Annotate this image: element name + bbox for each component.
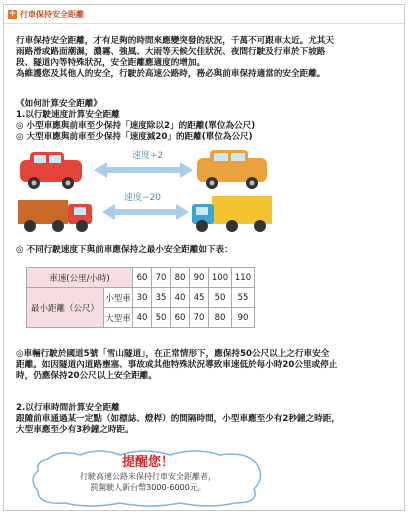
red-truck-icon	[18, 200, 92, 232]
orange-car-icon	[197, 150, 267, 189]
table-row: 車速(公里/小時) 60 70 80 90 100 110	[27, 268, 255, 288]
speed-header: 車速(公里/小時)	[27, 268, 133, 288]
double-arrow-icon	[94, 162, 193, 178]
tunnel-paragraph: ◎車輛行駛於國道5號「雪山隧道」，在正常情形下，應保持50公尺以上之行車安全 距離。如因隧道內道路壅塞、事故或其他特殊狀況導致車速低於每小時20公里或停止 時，仍應保持20公尺以上安全距離。	[16, 349, 338, 381]
intro-line: 段、隧道內等特殊狀況，安全距離應適度的增加。	[16, 58, 206, 68]
table-intro: ◎ 不同行駛速度下與前車應保持之最小安全距離如下表：	[16, 245, 233, 255]
large-car-rule: ◎ 大型車應與前車至少保持「速度減20」的距離(單位為公尺)	[16, 132, 253, 142]
table-row: 最小距離（公尺） 小型車 30 35 40 45 50 55	[27, 288, 255, 308]
intro-line: 雨路滑或路面潮濕，濃霧、強風、大雨等天候欠佳狀況、夜間行駛及行車於下坡路	[16, 47, 326, 57]
speed-half-label: 速度÷2	[132, 151, 164, 161]
content-frame	[3, 4, 405, 511]
speed-minus-label: 速度−20	[124, 193, 161, 203]
speed-method-heading: 1.以行駛速度計算安全距離	[16, 110, 120, 120]
double-arrow-icon	[102, 204, 189, 220]
reminder-text	[30, 455, 266, 493]
intro-line: 行車保持安全距離，才有足夠的時間來應變突發的狀況，千萬不可跟車太近。尤其天	[16, 36, 334, 46]
reminder-title: 提醒您！	[121, 455, 174, 470]
small-car-rule: ◎ 小型車應與前車至少保持「速度除以2」的距離(單位為公尺)	[16, 121, 256, 131]
yellow-truck-icon	[192, 196, 272, 232]
page-title: 行車保持安全距離	[20, 9, 84, 19]
intro-line: 為維護您及其他人的安全，行駛於高速公路時，務必與前車保持適當的安全距離。	[16, 69, 326, 79]
howto-heading: 《如何計算安全距離》	[16, 99, 102, 109]
intro-paragraph	[16, 36, 394, 80]
min-distance-label: 最小距離（公尺）	[27, 288, 104, 328]
time-method-heading: 2.以行車時間計算安全距離	[16, 403, 120, 413]
small-car-label: 小型車	[104, 288, 133, 308]
reminder-line: 罰駕駛人新台幣3000-6000元。	[90, 483, 206, 492]
howto-section	[16, 99, 394, 143]
time-method-section: 2.以行車時間計算安全距離 跟隨前車通過某一定點（如標誌、燈桿）的間隔時間，小型車應至少有2秒鐘之時距， 大型車應至少有3秒鐘之時距。	[16, 403, 394, 436]
safe-distance-table	[26, 267, 255, 328]
large-car-label: 大型車	[104, 308, 133, 328]
distance-illustration	[12, 148, 302, 238]
reminder-line: 行駛高速公路未保持行車安全距離者，	[80, 472, 216, 481]
red-car-icon	[20, 152, 82, 189]
page-header	[4, 5, 404, 24]
expand-icon[interactable]: +	[8, 8, 17, 19]
table-row: 大型車 40 50 60 70 80 90	[27, 308, 255, 328]
